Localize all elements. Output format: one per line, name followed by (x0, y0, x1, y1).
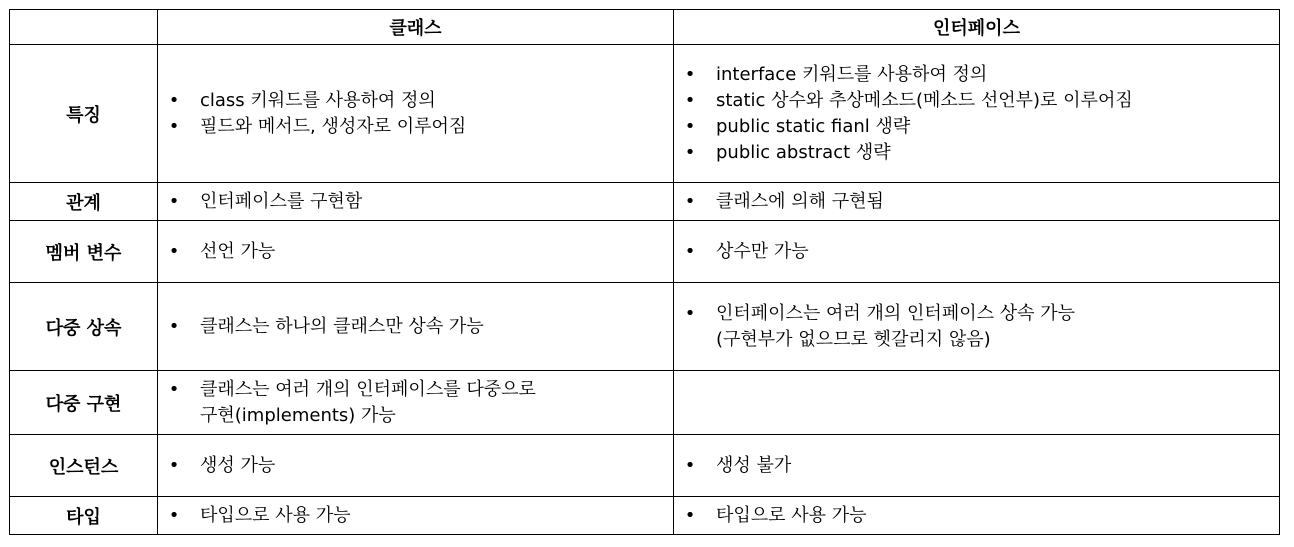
row-label: 타입 (10, 497, 158, 535)
class-cell (158, 183, 674, 221)
list-item (166, 189, 663, 215)
bullet-mark: • (684, 141, 696, 163)
list-item (166, 114, 663, 140)
item-text-line-1: 클래스는 여러 개의 인터페이스를 다중으로 (200, 378, 536, 400)
class-cell (158, 283, 674, 371)
table-row (10, 283, 1280, 371)
interface-cell (674, 221, 1280, 283)
table-row (10, 435, 1280, 497)
header-row (10, 10, 1280, 45)
interface-cell (674, 371, 1280, 435)
bullet-mark: • (684, 63, 696, 85)
list-item (166, 239, 663, 265)
list-item (682, 140, 1269, 166)
table-row (10, 497, 1280, 535)
list-item (682, 239, 1269, 265)
interface-cell (674, 497, 1280, 535)
item-text: 상수만 가능 (716, 240, 809, 262)
row-label: 다중 구현 (10, 371, 158, 435)
list-item (166, 314, 663, 340)
bullet-list (158, 189, 673, 215)
table-row (10, 183, 1280, 221)
bullet-mark: • (684, 504, 696, 526)
item-text: 클래스는 하나의 클래스만 상속 가능 (200, 315, 484, 337)
item-text: public abstract 생략 (716, 141, 891, 163)
bullet-mark: • (168, 115, 180, 137)
list-item (682, 114, 1269, 140)
item-text: 타입으로 사용 가능 (200, 504, 351, 526)
class-cell (158, 221, 674, 283)
item-text-line-1: 인터페이스는 여러 개의 인터페이스 상속 가능 (716, 302, 1075, 324)
bullet-list (158, 503, 673, 529)
bullet-list (158, 314, 673, 340)
bullet-mark: • (684, 454, 696, 476)
bullet-list (674, 301, 1279, 353)
table-row (10, 45, 1280, 183)
class-cell (158, 371, 674, 435)
list-item (682, 88, 1269, 114)
list-item (166, 453, 663, 479)
bullet-mark: • (168, 190, 180, 212)
bullet-list (674, 503, 1279, 529)
bullet-list (158, 453, 673, 479)
item-text: static 상수와 추상메소드(메소드 선언부)로 이루어짐 (716, 89, 1133, 111)
item-text: interface 키워드를 사용하여 정의 (716, 63, 988, 85)
item-text: 필드와 메서드, 생성자로 이루어짐 (200, 115, 467, 137)
bullet-list (158, 88, 673, 140)
table-row (10, 221, 1280, 283)
item-text: 클래스에 의해 구현됨 (716, 190, 884, 212)
list-item (682, 189, 1269, 215)
bullet-list (674, 62, 1279, 166)
row-label: 관계 (10, 183, 158, 221)
item-text: public static fianl 생략 (716, 115, 911, 137)
interface-cell (674, 283, 1280, 371)
bullet-mark: • (168, 454, 180, 476)
list-item (166, 88, 663, 114)
item-text: 생성 가능 (200, 454, 276, 476)
bullet-mark: • (684, 115, 696, 137)
item-text: 생성 불가 (716, 454, 792, 476)
bullet-list (158, 239, 673, 265)
list-item (166, 377, 663, 429)
list-item (682, 301, 1269, 353)
bullet-mark: • (684, 302, 696, 324)
bullet-mark: • (684, 190, 696, 212)
list-item (682, 453, 1269, 479)
row-label: 다중 상속 (10, 283, 158, 371)
list-item (682, 503, 1269, 529)
comparison-table (9, 9, 1280, 535)
class-cell (158, 45, 674, 183)
bullet-list (674, 239, 1279, 265)
item-text: 선언 가능 (200, 240, 276, 262)
interface-cell (674, 183, 1280, 221)
item-text-line-2: (구현부가 없으므로 헷갈리지 않음) (716, 328, 991, 350)
item-text: 타입으로 사용 가능 (716, 504, 867, 526)
bullet-list (158, 377, 673, 429)
bullet-mark: • (168, 504, 180, 526)
bullet-list (674, 189, 1279, 215)
class-column-header: 클래스 (158, 10, 674, 45)
corner-cell (10, 10, 158, 45)
bullet-list (674, 453, 1279, 479)
bullet-mark: • (168, 315, 180, 337)
table-row (10, 371, 1280, 435)
class-cell (158, 497, 674, 535)
bullet-mark: • (168, 89, 180, 111)
bullet-mark: • (168, 240, 180, 262)
interface-cell (674, 435, 1280, 497)
class-cell (158, 435, 674, 497)
item-text-line-2: 구현(implements) 가능 (200, 404, 396, 426)
list-item (166, 503, 663, 529)
item-text: 인터페이스를 구현함 (200, 190, 363, 212)
bullet-mark: • (168, 378, 180, 400)
bullet-mark: • (684, 240, 696, 262)
interface-column-header: 인터페이스 (674, 10, 1280, 45)
list-item (682, 62, 1269, 88)
row-label: 특징 (10, 45, 158, 183)
row-label: 인스턴스 (10, 435, 158, 497)
row-label: 멤버 변수 (10, 221, 158, 283)
interface-cell (674, 45, 1280, 183)
item-text: class 키워드를 사용하여 정의 (200, 89, 436, 111)
bullet-mark: • (684, 89, 696, 111)
